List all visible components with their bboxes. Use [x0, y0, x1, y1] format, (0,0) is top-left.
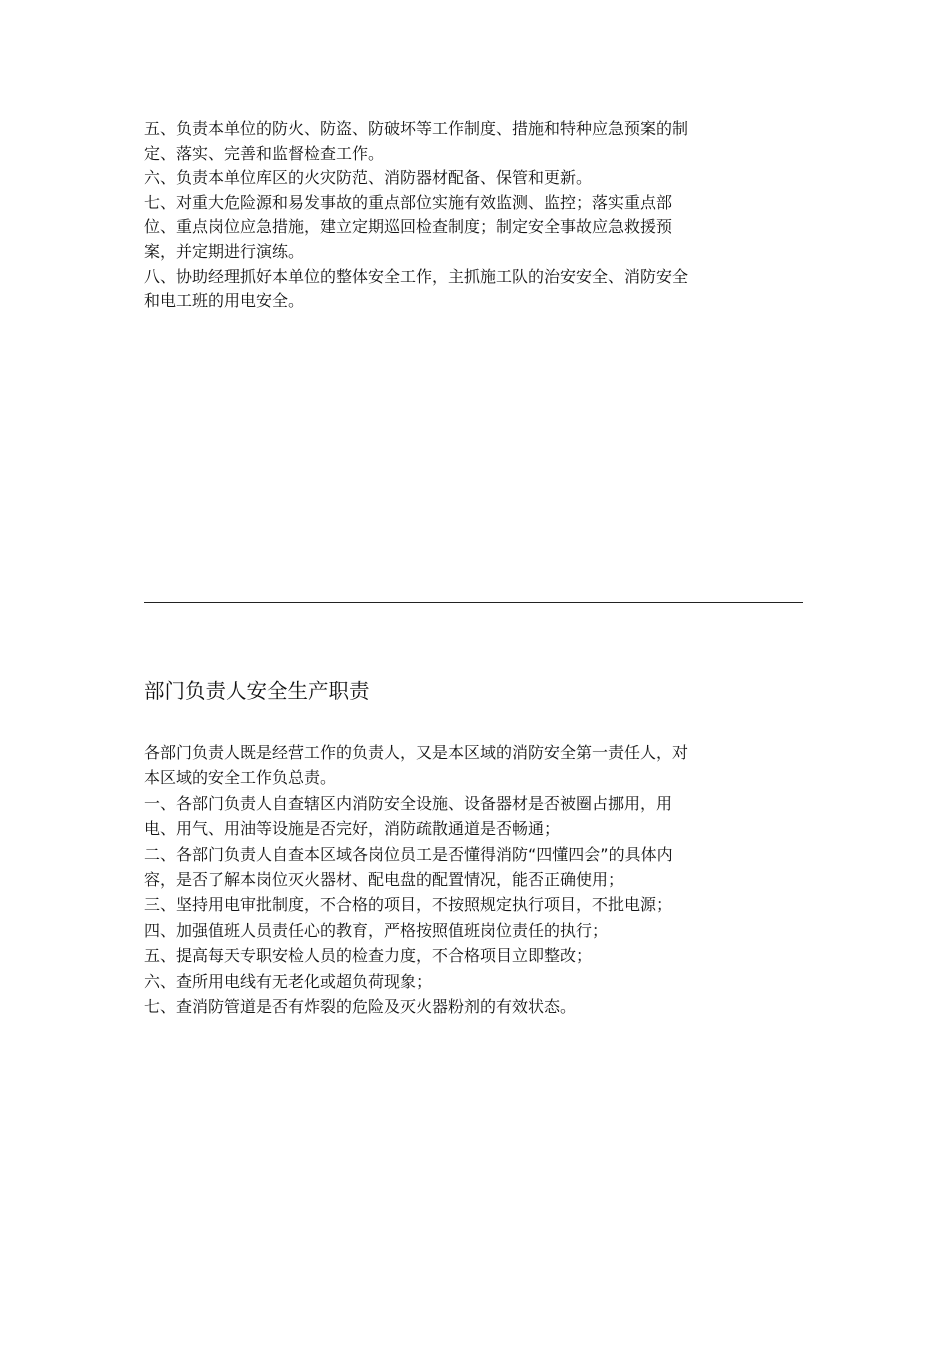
- text-line: 和电工班的用电安全。: [144, 291, 305, 311]
- text-line: 八、协助经理抓好本单位的整体安全工作，主抓施工队的治安安全、消防安全: [144, 266, 689, 286]
- text-line: 定、落实、完善和监督检查工作。: [144, 143, 385, 163]
- text-line: 五、提高每天专职安检人员的检查力度，不合格项目立即整改；: [144, 946, 593, 966]
- text-line: 电、用气、用油等设施是否完好，消防疏散通道是否畅通；: [144, 819, 561, 839]
- text-line: 七、查消防管道是否有炸裂的危险及灭火器粉剂的有效状态。: [144, 997, 577, 1017]
- department-duties-text: [144, 740, 764, 1019]
- top-duties-text: [144, 117, 764, 314]
- text-line: 二、各部门负责人自查本区域各岗位员工是否懂得消防“四懂四会”的具体内: [144, 844, 673, 864]
- text-line: 六、查所用电线有无老化或超负荷现象；: [144, 971, 433, 991]
- text-line: 容，是否了解本岗位灭火器材、配电盘的配置情况，能否正确使用；: [144, 870, 625, 890]
- text-line: 位、重点岗位应急措施，建立定期巡回检查制度；制定安全事故应急救援预: [144, 217, 673, 237]
- text-line: 一、各部门负责人自查辖区内消防安全设施、设备器材是否被圈占挪用，用: [144, 793, 673, 813]
- text-line: 本区域的安全工作负总责。: [144, 768, 337, 788]
- page-divider: [144, 602, 803, 603]
- text-line: 七、对重大危险源和易发事故的重点部位实施有效监测、监控；落实重点部: [144, 192, 673, 212]
- text-line: 各部门负责人既是经营工作的负责人，又是本区域的消防安全第一责任人，对: [144, 743, 689, 762]
- text-line: 六、负责本单位库区的火灾防范、消防器材配备、保管和更新。: [144, 168, 593, 188]
- text-line: 三、坚持用电审批制度，不合格的项目，不按照规定执行项目，不批电源；: [144, 895, 673, 915]
- section-title: 部门负责人安全生产职责: [144, 679, 370, 703]
- text-line: 四、加强值班人员责任心的教育，严格按照值班岗位责任的执行；: [144, 920, 609, 940]
- text-line: 案，并定期进行演练。: [144, 241, 305, 261]
- text-line: 五、负责本单位的防火、防盗、防破坏等工作制度、措施和特种应急预案的制: [144, 119, 689, 138]
